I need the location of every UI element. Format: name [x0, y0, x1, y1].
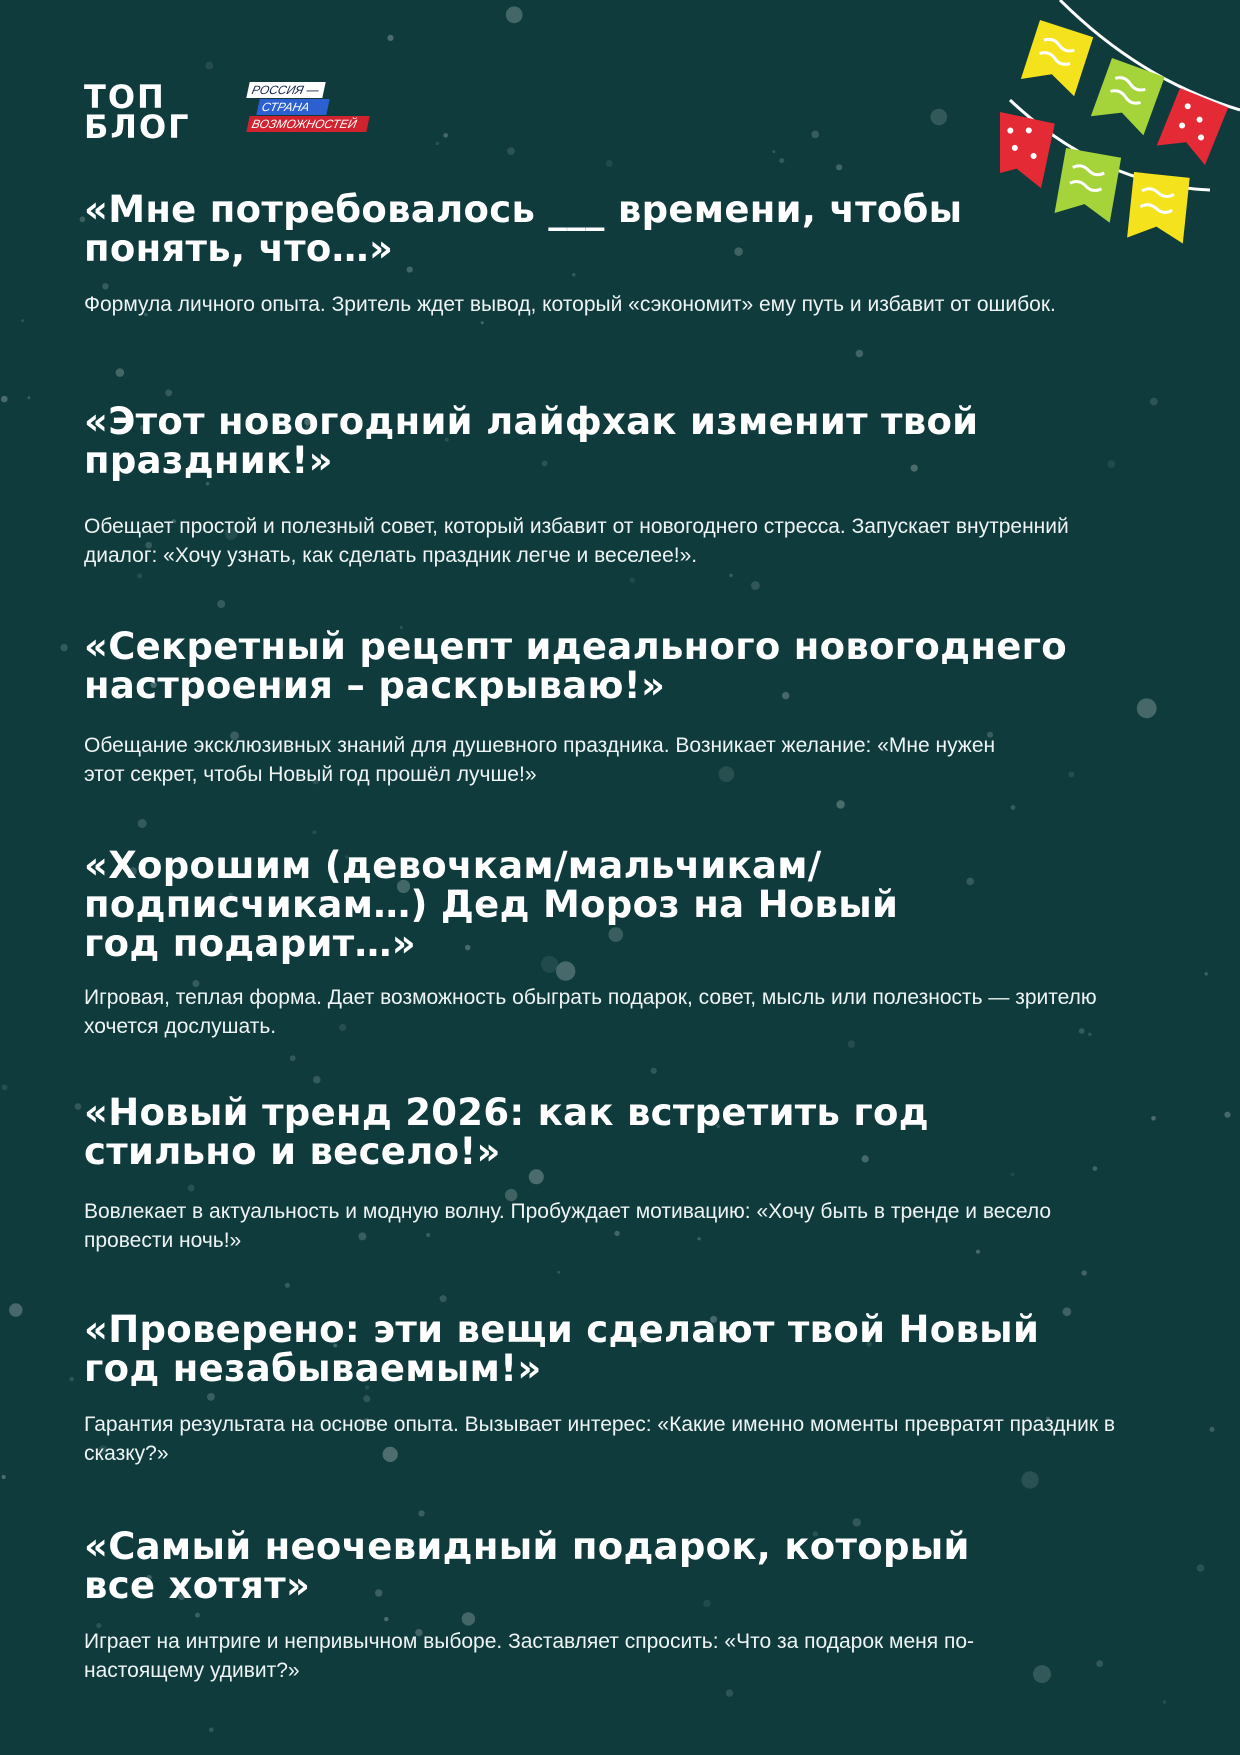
snowflake-dot: [848, 1041, 855, 1048]
headline-description: Вовлекает в актуальность и модную волну. Пробуждает мотивацию: «Хочу быть в тренде и весело провести ночь!»: [84, 1200, 1052, 1252]
russia-logo-line3: ВОЗМОЖНОСТЕЙ: [246, 116, 369, 132]
snowflake-dot: [418, 1510, 424, 1516]
snowflake-dot: [1210, 1427, 1215, 1432]
snowflake-dot: [209, 1728, 214, 1733]
snowflake-dot: [205, 62, 213, 70]
snowflake-dot: [836, 164, 842, 170]
snowflake-dot: [606, 160, 613, 167]
snowflake-dot: [2, 1085, 8, 1091]
snowflake-dot: [116, 368, 125, 377]
snowflake-dot: [21, 319, 24, 322]
snowflake-dot: [1163, 1700, 1166, 1703]
topblog-logo: [84, 78, 234, 146]
snowflake-dot: [751, 581, 760, 590]
snowflake-dot: [436, 142, 440, 146]
snowflake-dot: [443, 133, 448, 138]
headline-title: «Этот новогодний лайфхак изменит твой праздник!»: [84, 400, 979, 482]
snowflake-dot: [313, 830, 317, 834]
snowflake-dot: [836, 800, 844, 808]
snowflake-dot: [165, 389, 172, 396]
snowflake-dot: [387, 35, 393, 41]
snowflake-dot: [1011, 805, 1016, 810]
russia-logo-line2: СТРАНА: [256, 99, 329, 115]
snowflake-dot: [1197, 1564, 1205, 1572]
headline-title: «Проверено: эти вещи сделают твой Новый год незабываемым!»: [84, 1308, 1040, 1390]
snowflake-dot: [217, 600, 225, 608]
snowflake-dot: [290, 1055, 296, 1061]
snowflake-dot: [60, 644, 67, 651]
flag-red-icon-2: [1000, 112, 1055, 188]
snowflake-dot: [1205, 972, 1208, 975]
topblog-logo-line2: БЛОГ: [84, 108, 191, 146]
headline-description: Игровая, теплая форма. Дает возможность обыграть подарок, совет, мысль или полезность — зрителю хочется дослушать.: [84, 986, 1097, 1038]
headline-description: Гарантия результата на основе опыта. Вызывает интерес: «Какие именно моменты превратят праздник в сказку?»: [84, 1413, 1116, 1465]
headline-title: «Хорошим (девочкам/мальчикам/ подписчикам…) Дед Мороз на Новый год подарит…»: [84, 844, 899, 965]
flag-red-icon: [1157, 88, 1228, 165]
snowflake-dot: [507, 147, 515, 155]
snowflake-dot: [630, 578, 635, 583]
snowflake-dot: [557, 1271, 560, 1274]
headline-item-3: [84, 627, 1164, 789]
snowflake-dot: [1224, 1112, 1230, 1118]
headline-item-6: [84, 1310, 1164, 1468]
snowflake-dot: [2, 1475, 6, 1479]
snowflake-dot: [313, 1076, 321, 1084]
snowflake-dot: [651, 1068, 657, 1074]
snowflake-dot: [779, 158, 784, 163]
snowflake-dot: [506, 6, 523, 23]
snowflake-dot: [772, 150, 775, 153]
snowflake-dot: [9, 1303, 22, 1316]
snowflake-dot: [1, 396, 8, 403]
snowflake-dot: [440, 1295, 447, 1302]
headline-item-7: [84, 1527, 1164, 1685]
snowflake-dot: [137, 573, 142, 578]
russia-logo-line1: РОССИЯ —: [246, 82, 325, 98]
snowflake-dot: [138, 819, 147, 828]
headline-description: Формула личного опыта. Зритель ждет вывод, который «сэкономит» ему путь и избавит от ошибок.: [84, 293, 1056, 316]
russia-logo: [248, 82, 373, 134]
headline-description: Обещание эксклюзивных знаний для душевного праздника. Возникает желание: «Мне нужен этот секрет, чтобы Новый год прошёл лучше!»: [84, 734, 996, 786]
headline-item-2: [84, 402, 1164, 570]
headline-item-1: [84, 190, 1164, 319]
snowflake-dot: [726, 1689, 733, 1696]
snowflake-dot: [811, 131, 819, 139]
snowflake-dot: [729, 574, 733, 578]
snowflake-dot: [856, 350, 864, 358]
headline-title: «Новый тренд 2026: как встретить год стильно и весело!»: [84, 1091, 929, 1173]
flag-green-icon: [1091, 58, 1165, 135]
headline-description: Играет на интриге и непривычном выборе. Заставляет спросить: «Что за подарок меня по-настоящему удивит?»: [84, 1630, 974, 1682]
snowflake-dot: [481, 321, 484, 324]
headline-title: «Самый неочевидный подарок, который все хотят»: [84, 1525, 970, 1607]
snowflake-dot: [1021, 1471, 1038, 1488]
flag-yellow-icon: [1021, 20, 1093, 96]
headline-item-4: [84, 846, 1164, 1041]
snowflake-dot: [285, 1283, 290, 1288]
topblog-logo-line1: ТОП: [84, 78, 166, 116]
snowflake-dot: [931, 109, 948, 126]
headline-title: «Секретный рецепт идеального новогоднего настроения – раскрываю!»: [84, 625, 1067, 707]
headline-title: «Мне потребовалось ___ времени, чтобы понять, что…»: [84, 188, 963, 270]
headline-description: Обещает простой и полезный совет, который избавит от новогоднего стресса. Запускает внутренний диалог: «Хочу узнать, как сделать праздник легче и веселее!».: [84, 515, 1069, 567]
snowflake-dot: [75, 1103, 82, 1110]
headline-item-5: [84, 1093, 1164, 1255]
snowflake-dot: [27, 396, 30, 399]
snowflake-dot: [1082, 1270, 1087, 1275]
snowflake-dot: [69, 1377, 74, 1382]
